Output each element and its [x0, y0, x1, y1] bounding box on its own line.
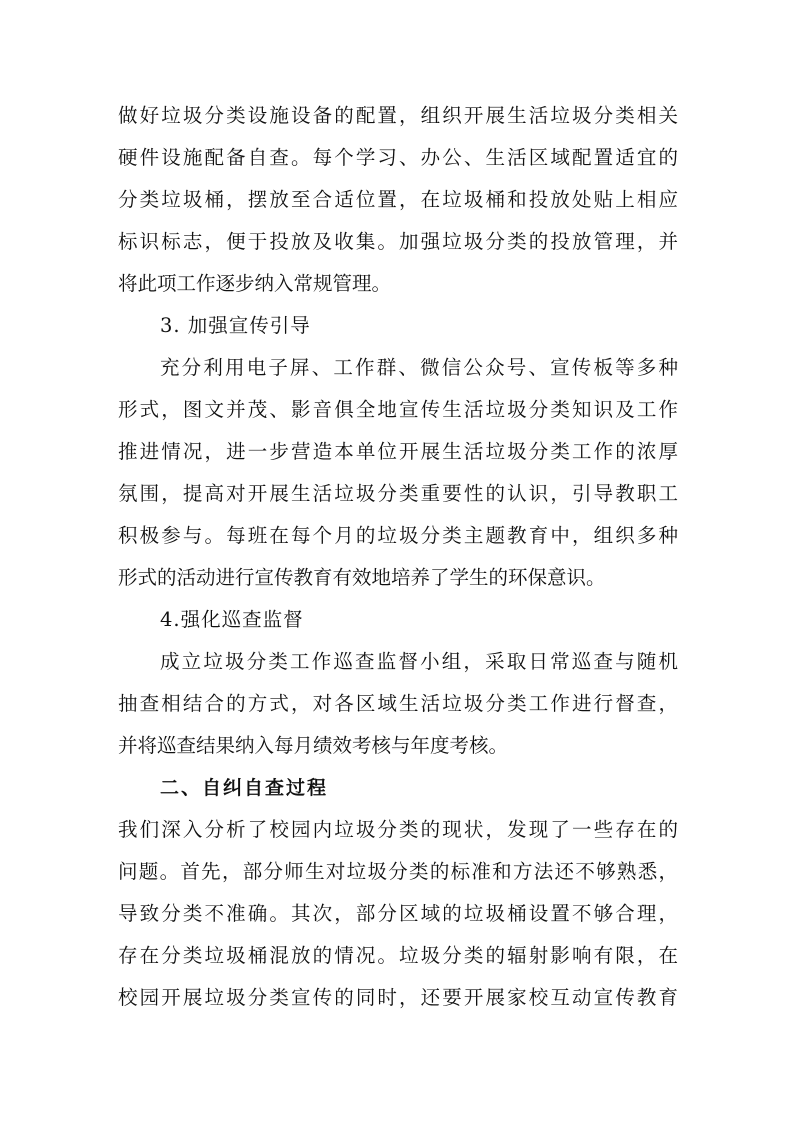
paragraph-line: 存在分类垃圾桶混放的情况。垃圾分类的辐射影响有限，在: [118, 944, 678, 967]
paragraph-line: 做好垃圾分类设施设备的配置，组织开展生活垃圾分类相关: [118, 104, 678, 127]
paragraph-line: 分类垃圾桶，摆放至合适位置，在垃圾桶和投放处贴上相应: [118, 188, 678, 211]
paragraph-line: 并将巡查结果纳入每月绩效考核与年度考核。: [118, 734, 509, 757]
paragraph-line: 抽查相结合的方式，对各区域生活垃圾分类工作进行督查，: [118, 692, 678, 715]
section-heading-4: 4.强化巡查监督: [160, 608, 304, 631]
paragraph-line: 形式的活动进行宣传教育有效地培养了学生的环保意识。: [118, 566, 606, 589]
paragraph-line: 充分利用电子屏、工作群、微信公众号、宣传板等多种: [160, 356, 678, 379]
paragraph-line: 形式，图文并茂、影音俱全地宣传生活垃圾分类知识及工作: [118, 398, 678, 421]
chapter-heading: 二、自纠自查过程: [160, 777, 329, 799]
paragraph-line: 成立垃圾分类工作巡查监督小组，采取日常巡查与随机: [160, 650, 678, 673]
paragraph-line: 我们深入分析了校园内垃圾分类的现状，发现了一些存在的: [118, 818, 678, 841]
section-heading-3: 3. 加强宣传引导: [160, 314, 311, 337]
paragraph-line: 将此项工作逐步纳入常规管理。: [118, 272, 392, 295]
paragraph-line: 标识标志，便于投放及收集。加强垃圾分类的投放管理，并: [118, 230, 678, 253]
paragraph-line: 氛围，提高对开展生活垃圾分类重要性的认识，引导教职工: [118, 482, 678, 505]
paragraph-line: 积极参与。每班在每个月的垃圾分类主题教育中，组织多种: [118, 524, 678, 547]
paragraph-line: 推进情况，进一步营造本单位开展生活垃圾分类工作的浓厚: [118, 440, 678, 463]
paragraph-line: 硬件设施配备自查。每个学习、办公、生活区域配置适宜的: [118, 146, 678, 169]
paragraph-line: 导致分类不准确。其次，部分区域的垃圾桶设置不够合理，: [118, 902, 678, 925]
paragraph-line: 校园开展垃圾分类宣传的同时，还要开展家校互动宣传教育: [118, 986, 678, 1009]
paragraph-line: 问题。首先，部分师生对垃圾分类的标准和方法还不够熟悉，: [118, 860, 678, 883]
